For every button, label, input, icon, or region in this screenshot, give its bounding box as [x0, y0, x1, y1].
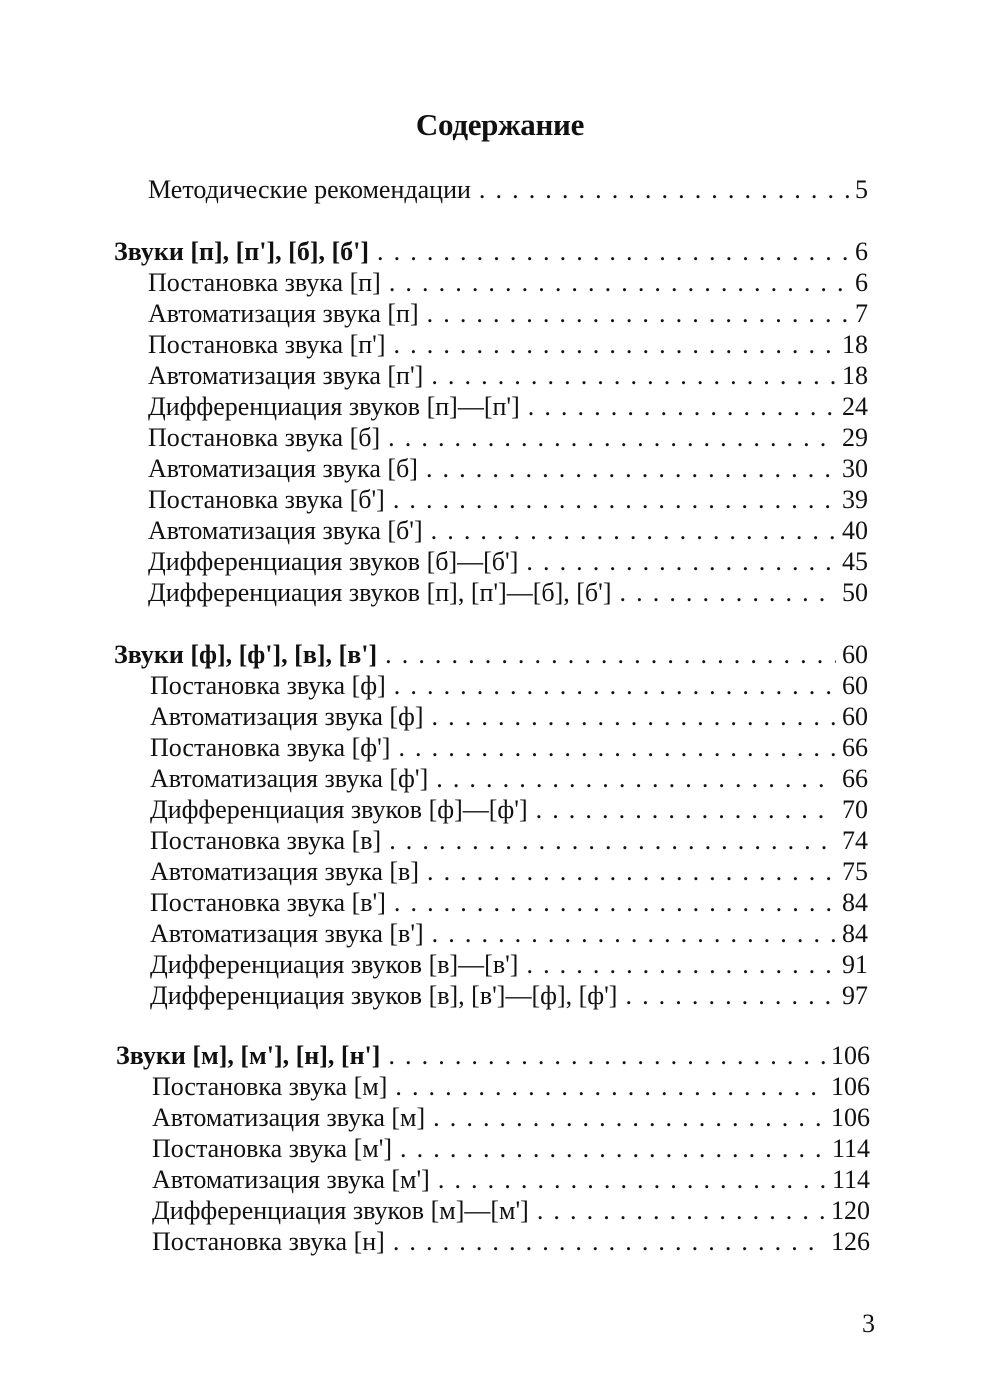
toc-entry[interactable] — [148, 330, 868, 360]
toc-entry-page: 91 — [842, 950, 868, 979]
toc-entry-page: 30 — [842, 454, 868, 483]
toc-entry-label: Автоматизация звука [ф] — [150, 702, 424, 731]
toc-entry[interactable] — [150, 733, 868, 763]
toc-entry-label: Постановка звука [ф'] — [150, 733, 391, 762]
toc-entry-label: Звуки [м], [м'], [н], [н'] — [116, 1041, 381, 1070]
toc-entry-page: 24 — [842, 392, 868, 421]
leader-dots — [431, 361, 836, 391]
toc-entry[interactable] — [150, 981, 868, 1011]
toc-entry-label: Автоматизация звука [в] — [150, 857, 419, 886]
leader-dots — [394, 888, 836, 918]
toc-entry-page: 60 — [842, 640, 868, 669]
toc-entry-page: 60 — [842, 671, 868, 700]
toc-entry-page: 66 — [842, 764, 868, 793]
toc-entry[interactable] — [148, 175, 868, 205]
page-title: Содержание — [415, 107, 585, 142]
leader-dots — [526, 547, 836, 577]
toc-entry-label: Автоматизация звука [п] — [148, 299, 419, 328]
toc-entry-page: 114 — [831, 1134, 870, 1163]
leader-dots — [388, 1041, 825, 1071]
toc-entry-label: Автоматизация звука [м] — [152, 1103, 426, 1132]
toc-entry[interactable] — [150, 702, 868, 732]
toc-entry-label: Постановка звука [м] — [152, 1072, 388, 1101]
toc-entry[interactable] — [148, 423, 868, 453]
toc-entry-page: 6 — [855, 237, 868, 266]
leader-dots — [432, 919, 836, 949]
toc-entry[interactable] — [152, 1227, 870, 1257]
leader-dots — [393, 1227, 825, 1257]
leader-dots — [385, 640, 836, 670]
toc-entry-page: 97 — [842, 981, 868, 1010]
leader-dots — [398, 733, 836, 763]
leader-dots — [426, 454, 836, 484]
toc-entry-page: 40 — [842, 516, 868, 545]
toc-entry-label: Дифференциация звуков [п]—[п'] — [148, 392, 520, 421]
leader-dots — [400, 1134, 826, 1164]
toc-entry[interactable] — [150, 795, 868, 825]
toc-entry-page: 114 — [831, 1165, 870, 1194]
toc-entry-page: 126 — [831, 1227, 870, 1256]
leader-dots — [432, 702, 836, 732]
toc-entry-label: Автоматизация звука [м'] — [152, 1165, 430, 1194]
toc-entry-label: Дифференциация звуков [м]—[м'] — [152, 1196, 529, 1225]
leader-dots — [436, 764, 836, 794]
toc-entry[interactable] — [152, 1072, 870, 1102]
toc-entry-page: 84 — [842, 919, 868, 948]
leader-dots — [528, 392, 836, 422]
toc-entry-label: Постановка звука [ф] — [150, 671, 386, 700]
toc-entry-label: Постановка звука [б'] — [148, 485, 385, 514]
toc-entry-page: 106 — [831, 1041, 870, 1070]
toc-entry[interactable] — [150, 857, 868, 887]
toc-entry-label: Постановка звука [в'] — [150, 888, 386, 917]
toc-entry[interactable] — [150, 950, 868, 980]
toc-entry-page: 45 — [842, 547, 868, 576]
toc-entry[interactable] — [150, 888, 868, 918]
toc-entry-label: Постановка звука [п] — [148, 268, 381, 297]
toc-entry-page: 5 — [855, 175, 868, 204]
toc-entry-label: Дифференциация звуков [ф]—[ф'] — [150, 795, 528, 824]
toc-entry[interactable] — [152, 1103, 870, 1133]
toc-entry[interactable] — [148, 516, 868, 546]
toc-entry-label: Дифференциация звуков [п], [п']—[б], [б'] — [148, 578, 612, 607]
toc-entry[interactable] — [148, 392, 868, 422]
page-number: 3 — [862, 1309, 875, 1338]
toc-entry-label: Автоматизация звука [б'] — [148, 516, 423, 545]
leader-dots — [433, 1103, 825, 1133]
leader-dots — [537, 1196, 825, 1226]
toc-entry[interactable] — [152, 1196, 870, 1226]
toc-entry[interactable] — [148, 361, 868, 391]
toc-entry[interactable] — [148, 268, 868, 298]
leader-dots — [438, 1165, 826, 1195]
leader-dots — [377, 237, 849, 267]
toc-entry-label: Постановка звука [н] — [152, 1227, 385, 1256]
toc-entry-label: Автоматизация звука [в'] — [150, 919, 424, 948]
toc-entry-label: Автоматизация звука [б] — [148, 454, 418, 483]
toc-entry-label: Постановка звука [п'] — [148, 330, 386, 359]
toc-entry-page: 6 — [855, 268, 868, 297]
toc-entry-page: 39 — [842, 485, 868, 514]
leader-dots — [536, 795, 836, 825]
toc-section-heading[interactable] — [114, 237, 868, 267]
toc-entry-label: Автоматизация звука [ф'] — [150, 764, 429, 793]
toc-entry[interactable] — [148, 299, 868, 329]
toc-section-heading[interactable] — [114, 640, 868, 670]
leader-dots — [388, 423, 836, 453]
toc-entry-page: 106 — [831, 1072, 870, 1101]
toc-entry-page: 60 — [842, 702, 868, 731]
leader-dots — [625, 981, 836, 1011]
toc-entry-page: 7 — [855, 299, 868, 328]
toc-entry[interactable] — [148, 485, 868, 515]
leader-dots — [394, 671, 836, 701]
leader-dots — [620, 578, 836, 608]
toc-entry-label: Звуки [п], [п'], [б], [б'] — [114, 237, 370, 266]
toc-entry[interactable] — [148, 578, 868, 608]
leader-dots — [427, 299, 849, 329]
leader-dots — [479, 175, 849, 205]
leader-dots — [427, 857, 836, 887]
toc-entry-page: 106 — [831, 1103, 870, 1132]
toc-entry[interactable] — [150, 671, 868, 701]
toc-entry-label: Дифференциация звуков [в]—[в'] — [150, 950, 519, 979]
toc-entry-page: 18 — [842, 330, 868, 359]
leader-dots — [389, 826, 836, 856]
toc-entry-page: 70 — [842, 795, 868, 824]
toc-entry[interactable] — [148, 547, 868, 577]
toc-entry-label: Постановка звука [б] — [148, 423, 381, 452]
toc-entry-label: Постановка звука [м'] — [152, 1134, 393, 1163]
toc-entry-page: 18 — [842, 361, 868, 390]
toc-entry[interactable] — [150, 764, 868, 794]
toc-entry-label: Дифференциация звуков [в], [в']—[ф], [ф'] — [150, 981, 618, 1010]
toc-entry-page: 84 — [842, 888, 868, 917]
leader-dots — [393, 485, 836, 515]
toc-section-heading[interactable] — [116, 1041, 870, 1071]
leader-dots — [394, 330, 836, 360]
toc-entry-page: 74 — [842, 826, 868, 855]
toc-entry[interactable] — [150, 826, 868, 856]
toc-entry-page: 66 — [842, 733, 868, 762]
toc-entry[interactable] — [150, 919, 868, 949]
toc-entry[interactable] — [148, 454, 868, 484]
toc-entry-page: 29 — [842, 423, 868, 452]
toc-entry-label: Автоматизация звука [п'] — [148, 361, 424, 390]
toc-entry-page: 120 — [831, 1196, 870, 1225]
toc-entry-page: 75 — [842, 857, 868, 886]
leader-dots — [395, 1072, 825, 1102]
toc-entry-label: Дифференциация звуков [б]—[б'] — [148, 547, 519, 576]
toc-entry[interactable] — [152, 1165, 870, 1195]
toc-entry-page: 50 — [842, 578, 868, 607]
toc-entry-label: Звуки [ф], [ф'], [в], [в'] — [114, 640, 378, 669]
toc-entry[interactable] — [152, 1134, 870, 1164]
leader-dots — [526, 950, 836, 980]
leader-dots — [389, 268, 849, 298]
toc-entry-label: Постановка звука [в] — [150, 826, 382, 855]
leader-dots — [431, 516, 836, 546]
toc-entry-label: Методические рекомендации — [148, 175, 471, 204]
